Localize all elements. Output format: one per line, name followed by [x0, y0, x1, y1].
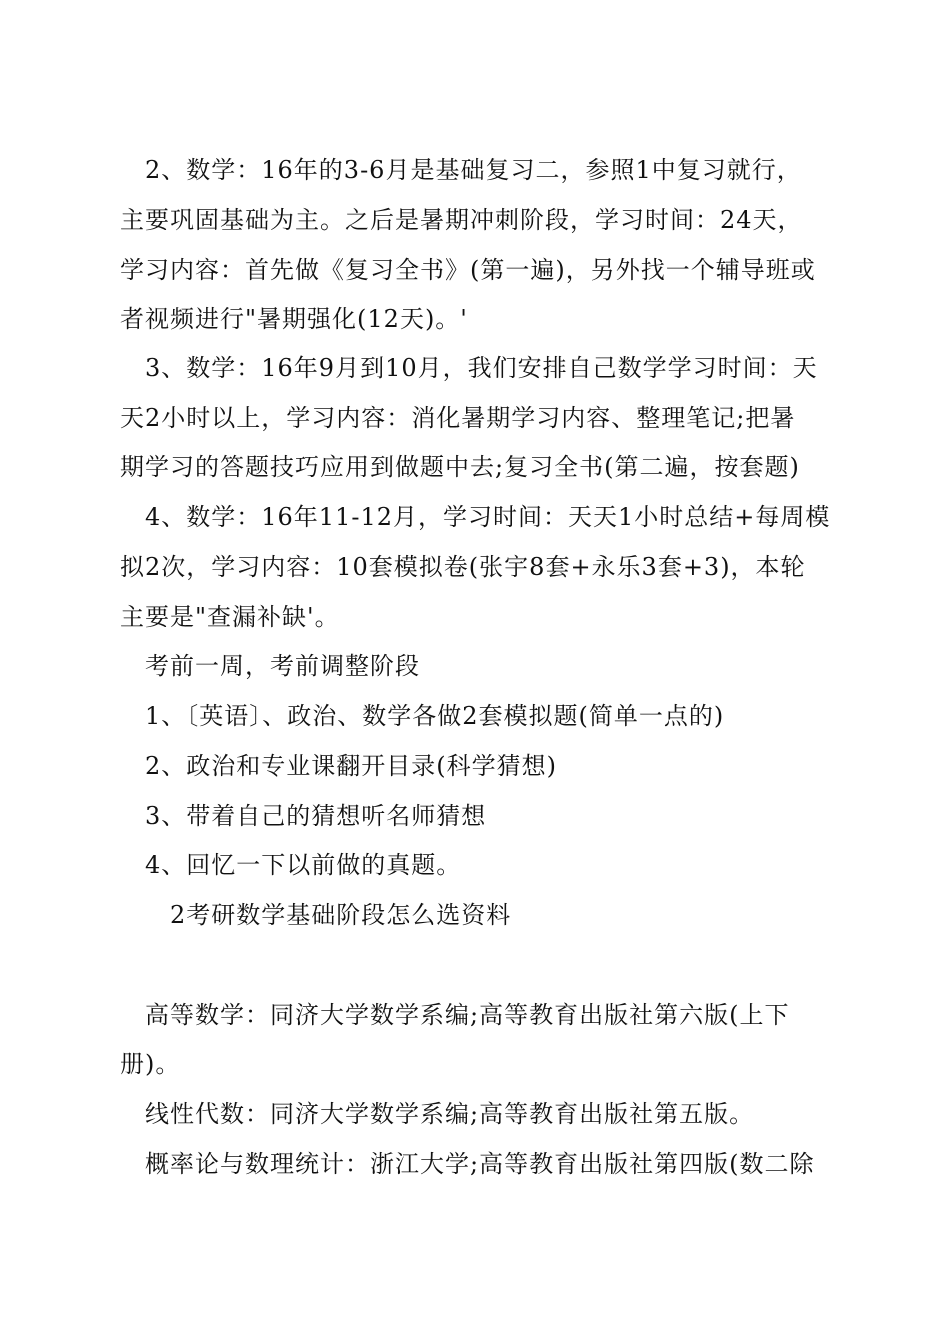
- probability-line: 概率论与数理统计：浙江大学;高等教育出版社第四版(数二除: [145, 1150, 815, 1178]
- math-stage-3-line-3: 期学习的答题技巧应用到做题中去;复习全书(第二遍，按套题): [120, 453, 800, 481]
- section-heading-materials: 2考研数学基础阶段怎么选资料: [170, 901, 512, 929]
- math-stage-4-line-3: 主要是"查漏补缺'。: [120, 603, 340, 631]
- math-stage-2-line-2: 主要巩固基础为主。之后是暑期冲刺阶段，学习时间：24天，: [120, 206, 803, 234]
- math-stage-2-line-1: 2、数学：16年的3-6月是基础复习二，参照1中复习就行，: [145, 156, 802, 184]
- final-week-item-2: 2、政治和专业课翻开目录(科学猜想): [145, 752, 557, 780]
- final-week-item-1: 1、〔英语〕、政治、数学各做2套模拟题(简单一点的): [145, 702, 725, 730]
- math-stage-2-line-3: 学习内容：首先做《复习全书》(第一遍)，另外找一个辅导班或: [120, 256, 816, 284]
- math-stage-4-line-2: 拟2次，学习内容：10套模拟卷(张宇8套+永乐3套+3)，本轮: [120, 553, 806, 581]
- final-week-heading: 考前一周，考前调整阶段: [145, 652, 420, 680]
- final-week-item-3: 3、带着自己的猜想听名师猜想: [145, 802, 487, 830]
- advanced-math-line-2: 册)。: [120, 1050, 181, 1078]
- advanced-math-line-1: 高等数学：同济大学数学系编;高等教育出版社第六版(上下: [145, 1001, 790, 1029]
- final-week-item-4: 4、回忆一下以前做的真题。: [145, 851, 462, 879]
- math-stage-3-line-2: 天2小时以上，学习内容：消化暑期学习内容、整理笔记;把暑: [120, 404, 796, 432]
- linear-algebra-line: 线性代数：同济大学数学系编;高等教育出版社第五版。: [145, 1100, 755, 1128]
- math-stage-2-line-4: 者视频进行"暑期强化(12天)。': [120, 305, 468, 333]
- math-stage-3-line-1: 3、数学：16年9月到10月，我们安排自己数学学习时间：天: [145, 354, 818, 382]
- math-stage-4-line-1: 4、数学：16年11-12月，学习时间：天天1小时总结+每周模: [145, 503, 831, 531]
